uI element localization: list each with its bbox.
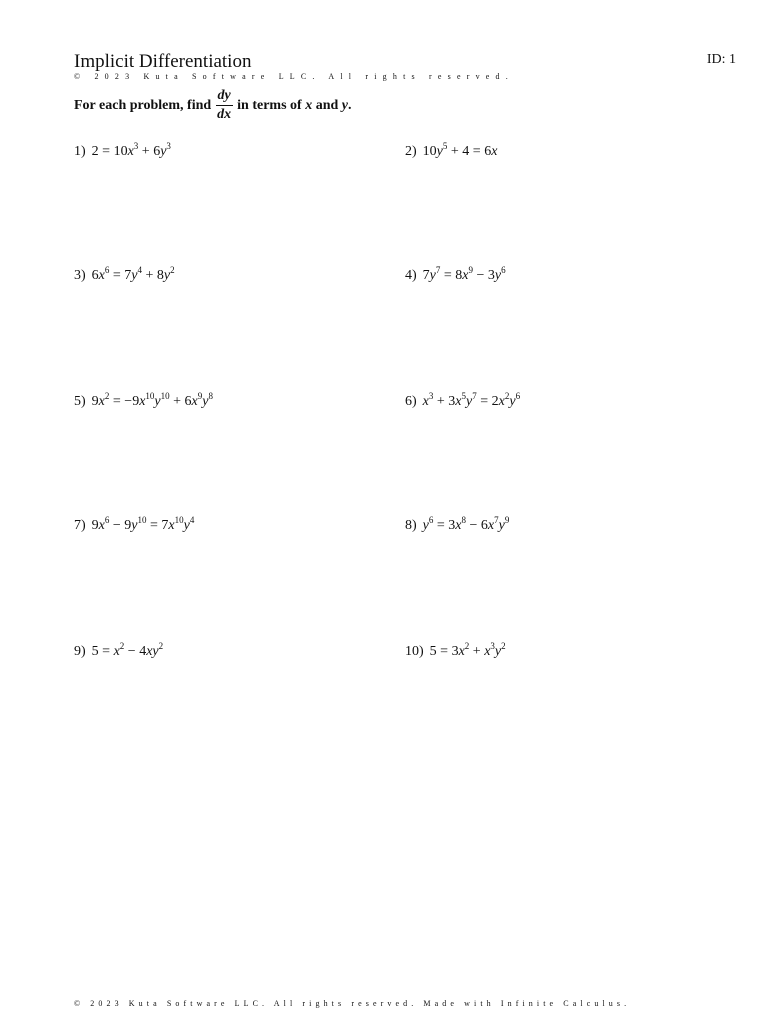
problem-equation: $6x^6 = 7y^4 + 8y^2$ — [91, 265, 175, 283]
problem-number: 3) — [74, 268, 86, 283]
instructions-end: . — [348, 97, 352, 113]
problem-2 — [405, 143, 497, 161]
problem-number: 4) — [405, 268, 417, 283]
problem-equation: $10y^5 + 4 = 6x$ — [422, 141, 498, 159]
problem-number: 1) — [74, 144, 86, 159]
instructions-middle: in terms of — [237, 97, 302, 113]
problem-equation: $5 = x^2 - 4xy^2$ — [91, 641, 164, 659]
problem-equation: $2 = 10x^3 + 6y^3$ — [91, 141, 171, 159]
header-copyright: © 2023 Kuta Software LLC. All rights reserved. — [74, 72, 514, 81]
instructions-and: and — [315, 97, 339, 113]
worksheet-title: Implicit Differentiation — [74, 51, 252, 72]
problem-number: 10) — [405, 644, 424, 659]
worksheet-id: ID: 1 — [706, 52, 736, 67]
problem-7 — [74, 517, 194, 535]
problem-number: 2) — [405, 144, 417, 159]
problem-5 — [74, 393, 213, 411]
problem-6 — [405, 393, 520, 411]
problem-number: 6) — [405, 394, 417, 409]
problem-3 — [74, 267, 175, 285]
problem-9 — [74, 643, 163, 661]
problem-number: 5) — [74, 394, 86, 409]
problem-equation: $7y^7 = 8x^9 - 3y^6$ — [422, 265, 506, 283]
problem-8 — [405, 517, 509, 535]
problem-1 — [74, 143, 171, 161]
problem-4 — [405, 267, 506, 285]
instructions-var-y: y — [341, 97, 348, 113]
problem-10 — [405, 643, 506, 661]
problem-number: 9) — [74, 644, 86, 659]
problem-equation: $y^6 = 3x^8 - 6x^7y^9$ — [422, 515, 510, 533]
problem-equation: $x^3 + 3x^5y^7 = 2x^2y^6$ — [422, 391, 521, 409]
problem-number: 7) — [74, 518, 86, 533]
instructions-var-x: x — [305, 97, 313, 113]
instructions — [74, 88, 352, 123]
fraction-denominator: dx — [217, 107, 232, 122]
dy-dx-fraction — [215, 88, 233, 123]
footer-copyright: © 2023 Kuta Software LLC. All rights reserved. Made with Infinite Calculus. — [74, 999, 631, 1008]
problem-equation: $9x^6 - 9y^{10} = 7x^{10}y^4$ — [91, 515, 195, 533]
instructions-prefix: For each problem, find — [74, 97, 212, 113]
fraction-numerator: dy — [216, 88, 233, 106]
problem-number: 8) — [405, 518, 417, 533]
problem-equation: $5 = 3x^2 + x^3y^2$ — [429, 641, 506, 659]
problem-equation: $9x^2 = -9x^{10}y^{10} + 6x^9y^8$ — [91, 391, 213, 409]
